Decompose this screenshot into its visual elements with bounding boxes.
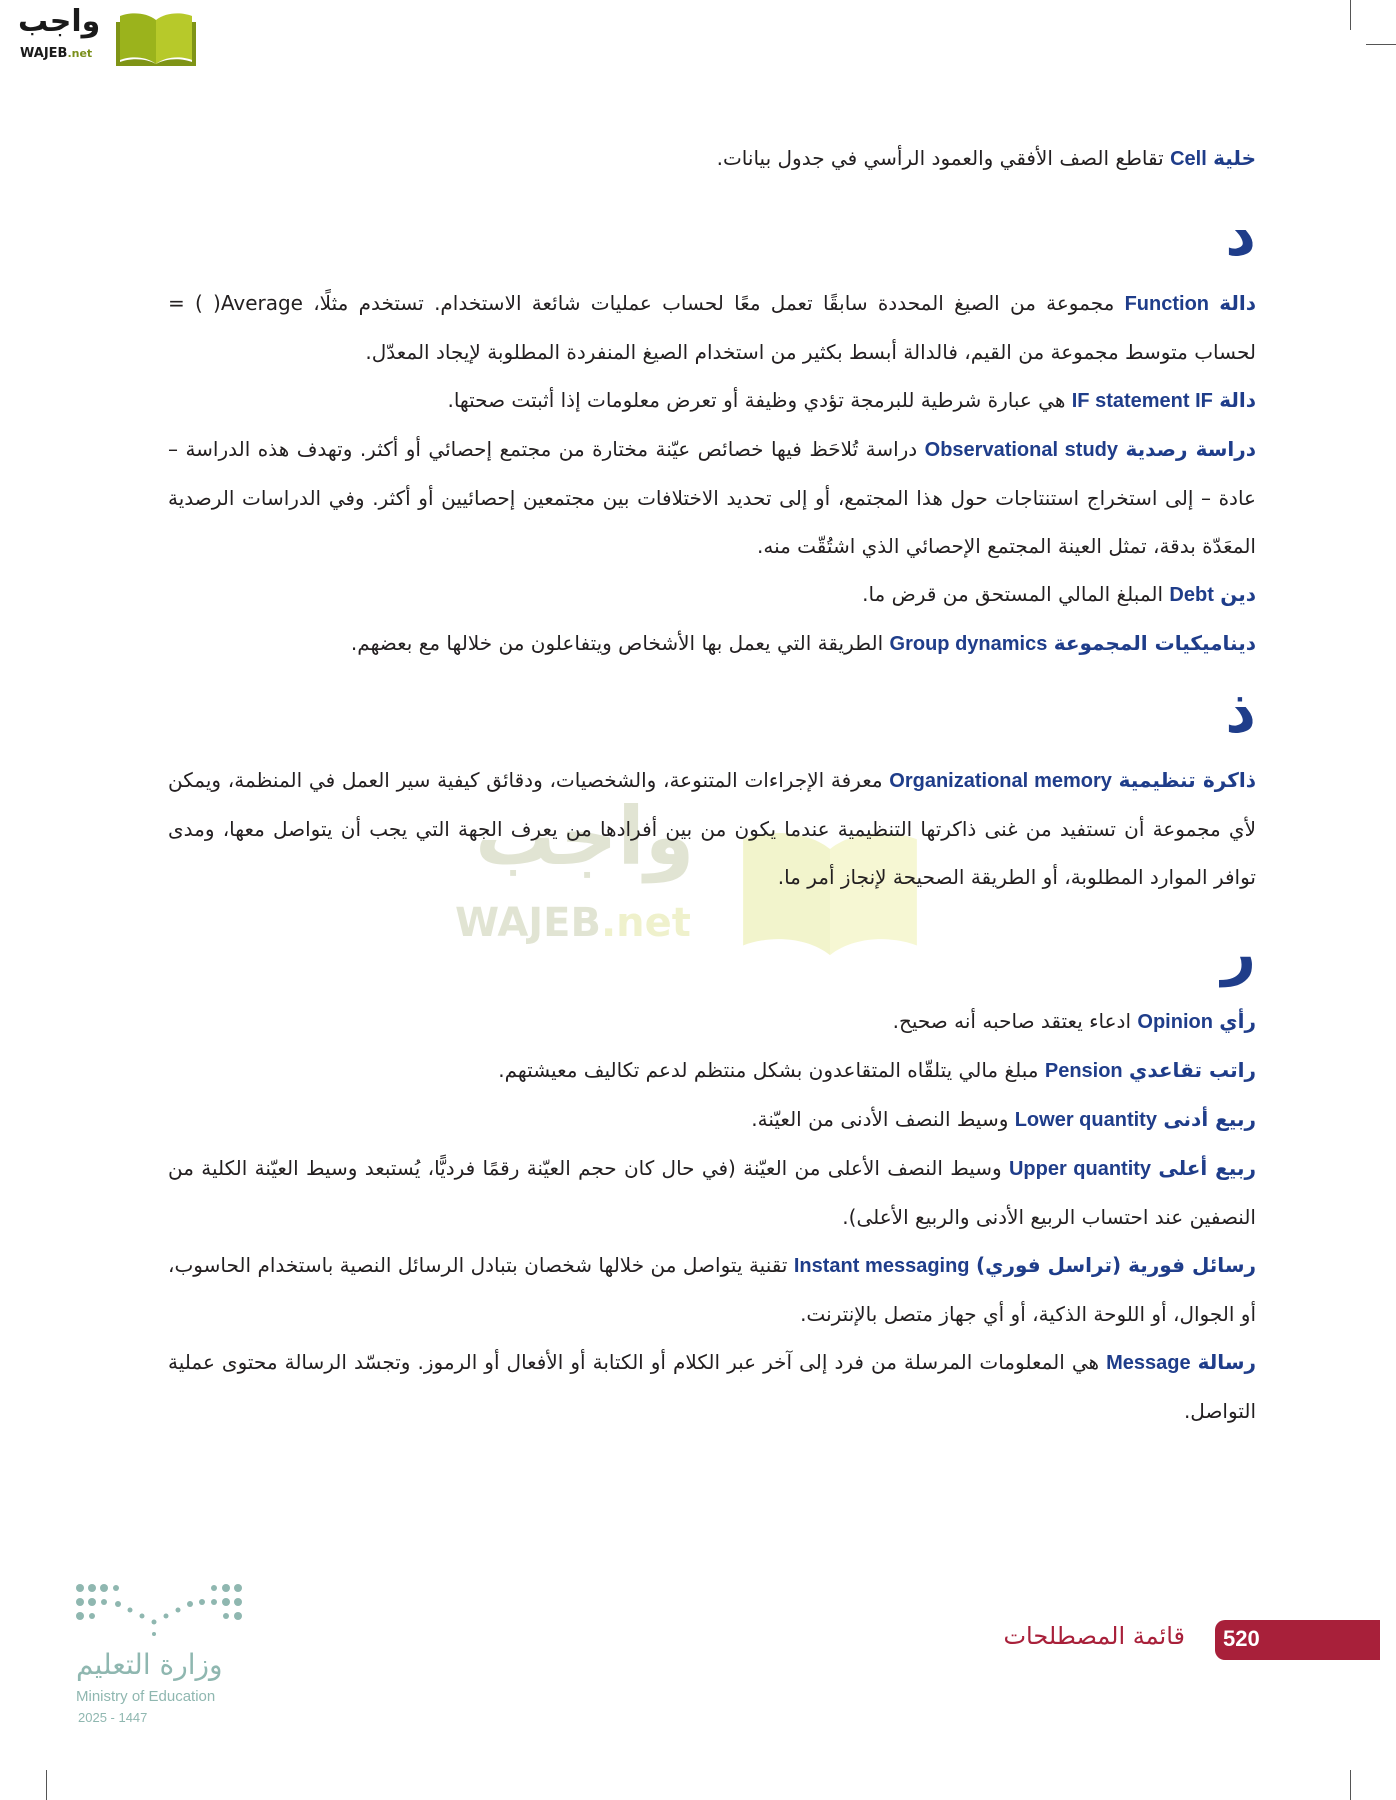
crop-mark — [1366, 44, 1396, 45]
entry-observational-study — [168, 425, 1256, 570]
term-ar: ديناميكيات المجموعة — [1053, 631, 1256, 655]
watermark-text-en: WAJEB.net — [455, 900, 691, 946]
term-en: IF statement IF — [1071, 390, 1213, 412]
entry-debt — [168, 570, 1256, 619]
term-en: Lower quantity — [1014, 1109, 1157, 1131]
crop-mark — [1350, 1770, 1351, 1800]
term-ar: رسالة — [1197, 1350, 1257, 1374]
term-en: Message — [1106, 1352, 1191, 1374]
entry-upper-quantity — [168, 1144, 1256, 1241]
definition: مجموعة من الصيغ المحددة سابقًا تعمل معًا لحساب عمليات شائعة الاستخدام. تستخدم مثلًا، Average( ) = لحساب متوسط مجموعة من القيم، فالدالة أبسط بكثير من استخدام الصيغ المنفردة المطلوبة لإيجاد المعدّل. — [168, 291, 1256, 364]
entry-lower-quantity — [168, 1095, 1256, 1144]
term-ar: ذاكرة تنظيمية — [1118, 768, 1257, 792]
crop-mark — [1350, 0, 1351, 30]
definition: هي عبارة شرطية للبرمجة تؤدي وظيفة أو تعرض معلومات إذا أثبتت صحتها. — [447, 388, 1072, 412]
entry-message — [168, 1338, 1256, 1435]
logo-text-en: WAJEB.net — [20, 46, 93, 61]
entry-if-statement — [168, 376, 1256, 425]
term-ar: خلية — [1213, 146, 1256, 170]
term-en: Pension — [1044, 1060, 1123, 1082]
term-ar: دين — [1220, 582, 1256, 606]
entry-pension — [168, 1046, 1256, 1095]
definition: معرفة الإجراءات المتنوعة، والشخصيات، ودقائق كيفية سير العمل في المنظمة، ويمكن لأي مجموعة أن تستفيد من غنى ذاكرتها التنظيمية عندما يكون من بين أفرادها من يعرف الجهة التي يجب أن يتواصل معها، ومدى توافر الموارد المطلوبة، أو الطريقة الصحيحة لإنجاز أمر ما. — [168, 768, 1256, 889]
glossary-content — [168, 134, 1256, 1435]
entry-cell — [168, 134, 1256, 183]
term-ar: ربيع أدنى — [1163, 1107, 1256, 1131]
ministry-name-en: Ministry of Education — [76, 1688, 216, 1705]
term-ar: دراسة رصدية — [1125, 437, 1256, 461]
book-icon — [116, 8, 196, 66]
term-ar: راتب تقاعدي — [1129, 1058, 1256, 1082]
page-number: 520 — [1223, 1626, 1260, 1651]
page-number-badge — [1215, 1620, 1380, 1660]
ministry-logo — [74, 1580, 254, 1730]
logo-text-ar: واجب — [18, 4, 101, 39]
term-ar: دالة — [1219, 388, 1256, 412]
definition: المبلغ المالي المستحق من قرض ما. — [862, 582, 1170, 606]
term-en: Debt — [1169, 584, 1214, 606]
term-en: Upper quantity — [1008, 1158, 1152, 1180]
ministry-name-ar: وزارة التعليم — [76, 1648, 223, 1681]
term-en: Organizational memory — [889, 770, 1112, 792]
definition: مبلغ مالي يتلقّاه المتقاعدون بشكل منتظم لدعم تكاليف معيشتهم. — [498, 1058, 1045, 1082]
entry-opinion — [168, 997, 1256, 1046]
entry-instant-messaging — [168, 1241, 1256, 1338]
term-en: Instant messaging — [793, 1255, 970, 1277]
term-ar: دالة — [1219, 291, 1257, 315]
term-en: Observational study — [924, 439, 1119, 461]
definition: دراسة تُلاحَظ فيها خصائص عيّنة مختارة من مجتمع إحصائي أو أكثر. وتهدف هذه الدراسة – عادة – إلى استخراج استنتاجات حول هذا المجتمع، أو إلى تحديد الاختلافات بين مجتمعين إحصائيين أو أكثر. وفي الدراسات الرصدية المعَدّة بدقة، تمثل العينة المجتمع الإحصائي الذي اشتُقّت منه. — [168, 437, 1256, 558]
definition: هي المعلومات المرسلة من فرد إلى آخر عبر الكلام أو الكتابة أو الأفعال أو الرموز. وتجسّد الرسالة محتوى عملية التواصل. — [168, 1350, 1256, 1423]
definition: تقنية يتواصل من خلالها شخصان بتبادل الرسائل النصية باستخدام الحاسوب، أو الجوال، أو اللوحة الذكية، أو أي جهاز متصل بالإنترنت. — [168, 1253, 1256, 1326]
definition: الطريقة التي يعمل بها الأشخاص ويتفاعلون من خلالها مع بعضهم. — [350, 631, 890, 655]
term-en: Opinion — [1137, 1011, 1213, 1033]
section-letter-r: ر — [1221, 918, 1256, 988]
entry-organizational-memory — [168, 756, 1256, 901]
crop-mark — [46, 1770, 47, 1800]
wajeb-logo[interactable] — [8, 4, 198, 66]
term-en: Group dynamics — [889, 633, 1048, 655]
term-ar: رأي — [1219, 1009, 1256, 1033]
term-ar: رسائل فورية (تراسل فوري) — [975, 1253, 1256, 1277]
ministry-year: 2025 - 1447 — [78, 1710, 148, 1725]
term-en: Function — [1124, 293, 1210, 315]
section-letter-d: د — [1225, 200, 1256, 270]
definition: وسيط النصف الأعلى من العيّنة (في حال كان حجم العيّنة رقمًا فرديًّا، يُستبعد وسيط العيّنة الكلية من النصفين عند احتساب الربيع الأدنى والربيع الأعلى). — [168, 1156, 1256, 1229]
term-en: Cell — [1170, 148, 1207, 170]
term-ar: ربيع أعلى — [1158, 1156, 1256, 1180]
definition: وسيط النصف الأدنى من العيّنة. — [751, 1107, 1015, 1131]
definition: تقاطع الصف الأفقي والعمود الرأسي في جدول بيانات. — [716, 146, 1171, 170]
ministry-dots-icon — [74, 1580, 244, 1642]
definition: ادعاء يعتقد صاحبه أنه صحيح. — [892, 1009, 1138, 1033]
section-letter-dh: ذ — [1225, 677, 1256, 747]
watermark-text-ar: واجب — [475, 790, 695, 883]
section-title: قائمة المصطلحات — [1003, 1622, 1185, 1650]
entry-group-dynamics — [168, 619, 1256, 668]
entry-function — [168, 279, 1256, 376]
